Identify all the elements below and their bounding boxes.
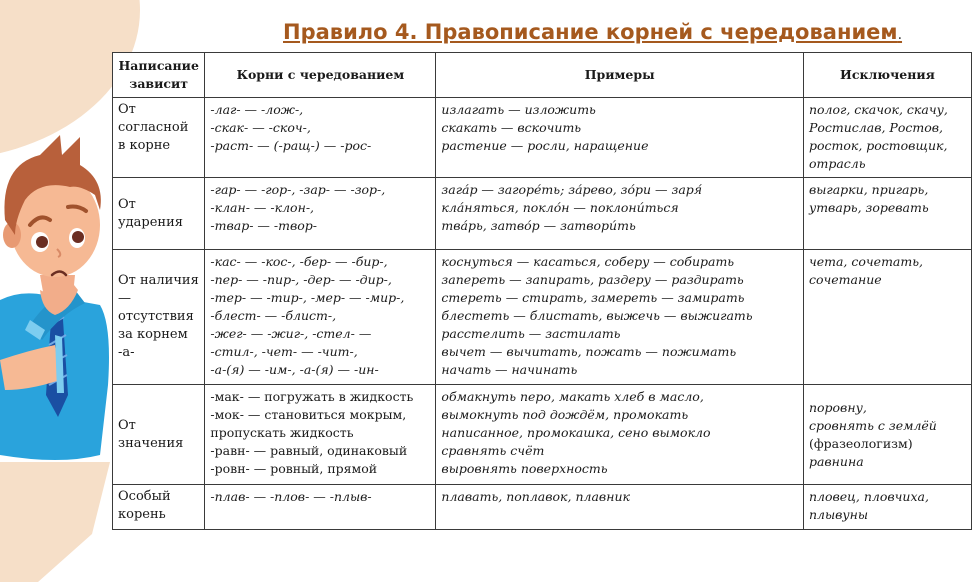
table-header-row [113, 53, 972, 98]
root-line: -блест- — -блист-, [210, 308, 337, 323]
example-line: коснуться — касаться, соберу — собирать [441, 254, 735, 269]
header-exceptions: Исключения [803, 53, 971, 98]
root-line: -мок- — становиться мокрым, [210, 407, 407, 422]
root-line: пропускать жидкость [210, 425, 354, 440]
category-cell: От согласной в корне [113, 98, 205, 178]
root-line: -скак- — -скоч-, [210, 120, 311, 135]
exception-line: сочетание [808, 272, 882, 287]
roots-cell [205, 385, 436, 485]
exceptions-cell [803, 485, 971, 530]
exceptions-cell [803, 385, 971, 485]
example-line: запереть — запирать, раздеру — раздирать [441, 272, 744, 287]
exception-line: плывуны [808, 507, 869, 522]
example-line: зага́р — загоре́ть; за́рево, зо́ри — заря́ [441, 182, 703, 197]
example-line: блестеть — блистать, выжечь — выжигать [441, 308, 753, 323]
example-line: кла́няться, покло́н — поклони́ться [441, 200, 679, 215]
roots-cell [205, 98, 436, 178]
root-line: -раст- — (-ращ-) — -рос- [210, 138, 372, 153]
example-line: вымокнуть под дождём, промокать [441, 407, 689, 422]
root-line: -пер- — -пир-, -дер- — -дир-, [210, 272, 392, 287]
table-row [113, 385, 972, 485]
example-line: расстелить — застилать [441, 326, 621, 341]
background-decoration-shape-bottom [0, 462, 110, 582]
page-title [283, 20, 902, 44]
exception-line: чета, сочетать, [808, 254, 924, 269]
examples-cell [436, 385, 804, 485]
root-line: -мак- — погружать в жидкость [210, 389, 414, 404]
exception-line: равнина [808, 453, 864, 469]
page-title-text: Правило 4. Правописание корней с чередованием [283, 20, 898, 44]
example-line: вычет — вычитать, пожать — пожимать [441, 344, 737, 359]
example-line: плавать, поплавок, плавник [441, 489, 630, 504]
category-cell: От значения [113, 385, 205, 485]
header-depends-on: Написание зависит [113, 53, 205, 98]
root-line: -лаг- — -лож-, [210, 102, 304, 117]
example-line: стереть — стирать, замереть — замирать [441, 290, 745, 305]
root-line: -кас- — -кос-, -бер- — -бир-, [210, 254, 388, 269]
exception-line: утварь, зоревать [808, 200, 929, 215]
exception-line: (фразеологизм) [808, 435, 913, 451]
example-line: скакать — вскочить [441, 120, 582, 135]
example-line: написанное, промокашка, сено вымокло [441, 425, 711, 440]
exception-line: отрасль [808, 156, 866, 171]
exception-line: сровнять с землёй [808, 417, 937, 433]
table-row [113, 485, 972, 530]
example-line: выровнять поверхность [441, 461, 608, 476]
exception-line: пловец, пловчиха, [808, 489, 929, 504]
header-examples: Примеры [436, 53, 804, 98]
table-row [113, 178, 972, 250]
root-line: -стил-, -чет- — -чит-, [210, 344, 358, 359]
root-line: -равн- — равный, одинаковый [210, 443, 408, 458]
exception-line: Ростислав, Ростов, [808, 120, 943, 135]
category-cell: От наличия — отсутствия за корнем -а- [113, 250, 205, 385]
example-line: сравнять счёт [441, 443, 545, 458]
rules-table [112, 52, 972, 530]
examples-cell [436, 485, 804, 530]
title-trailing-dot: . [897, 27, 903, 43]
exception-line: выгарки, пригарь, [808, 182, 929, 197]
header-roots: Корни с чередованием [205, 53, 436, 98]
root-line: -тер- — -тир-, -мер- — -мир-, [210, 290, 405, 305]
examples-cell [436, 98, 804, 178]
example-line: излагать — изложить [441, 102, 596, 117]
exceptions-cell [803, 250, 971, 385]
exception-line: полог, скачок, скачу, [808, 102, 948, 117]
table-row [113, 250, 972, 385]
table-row [113, 98, 972, 178]
root-line: -твар- — -твор- [210, 218, 317, 233]
root-line: -жег- — -жиг-, -стел- — [210, 326, 372, 341]
root-line: -а-(я) — -им-, -а-(я) — -ин- [210, 362, 379, 377]
exception-line: поровну, [808, 399, 867, 415]
exceptions-cell [803, 178, 971, 250]
root-line: -клан- — -клон-, [210, 200, 315, 215]
example-line: растение — росли, наращение [441, 138, 649, 153]
roots-cell [205, 485, 436, 530]
exceptions-cell [803, 98, 971, 178]
category-cell: Особый корень [113, 485, 205, 530]
thinking-boy-icon [0, 125, 112, 465]
example-line: тва́рь, затво́р — затвори́ть [441, 218, 636, 233]
examples-cell [436, 178, 804, 250]
root-line: -гар- — -гор-, -зар- — -зор-, [210, 182, 386, 197]
example-line: начать — начинать [441, 362, 578, 377]
root-line: -ровн- — ровный, прямой [210, 461, 378, 476]
category-cell: От ударения [113, 178, 205, 250]
roots-cell [205, 178, 436, 250]
root-line: -плав- — -плов- — -плыв- [210, 489, 372, 504]
examples-cell [436, 250, 804, 385]
example-line: обмакнуть перо, макать хлеб в масло, [441, 389, 704, 404]
roots-cell [205, 250, 436, 385]
exception-line: росток, ростовщик, [808, 138, 948, 153]
rules-table-container [112, 52, 972, 527]
